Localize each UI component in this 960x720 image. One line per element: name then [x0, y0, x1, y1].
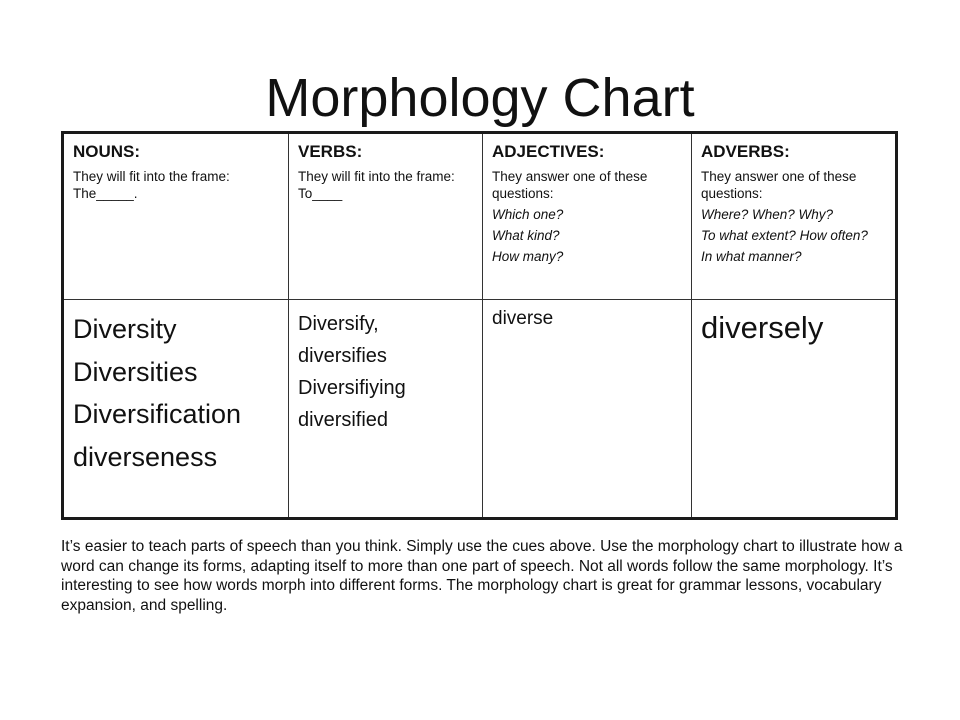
verb-word: Diversifiying	[298, 377, 406, 399]
adjectives-description: They answer one of these questions:	[492, 169, 648, 201]
verb-word: Diversify,	[298, 313, 379, 335]
explanation-paragraph: It’s easier to teach parts of speech than you think. Simply use the cues above. Use the morphology chart to illustrate how a word can change its forms, adapting itself to more than one part of speech. Not all words follow the same morphology. It’s interesting to see how words morph into different forms. The morphology chart is great for grammar lessons, vocabulary expansion, and spelling.	[61, 538, 903, 614]
nouns-header-cell	[64, 134, 289, 300]
nouns-words-cell	[64, 300, 289, 517]
verbs-words-cell	[289, 300, 483, 517]
adverbs-question: Where? When? Why?	[701, 207, 834, 222]
adjectives-heading: ADJECTIVES:	[492, 142, 605, 161]
morphology-table	[61, 131, 898, 520]
adjectives-question: What kind?	[492, 228, 560, 243]
verbs-heading: VERBS:	[298, 142, 363, 161]
nouns-heading: NOUNS:	[73, 142, 141, 161]
verbs-description: They will fit into the frame: To____	[298, 169, 455, 201]
adjectives-header-cell	[483, 134, 692, 300]
adverbs-description: They answer one of these questions:	[701, 169, 857, 201]
adjectives-words-cell	[483, 300, 692, 517]
noun-word: Diversification	[73, 399, 242, 429]
noun-word: Diversities	[73, 356, 198, 387]
adverbs-words-cell	[692, 300, 895, 517]
adverb-word: diversely	[701, 310, 824, 345]
nouns-description: They will fit into the frame: The_____.	[73, 169, 230, 201]
page-title: Morphology Chart	[265, 68, 695, 128]
verb-word: diversifies	[298, 345, 387, 367]
adjectives-question: How many?	[492, 249, 564, 264]
adverbs-heading: ADVERBS:	[701, 142, 790, 161]
noun-word: diverseness	[73, 441, 218, 472]
adverbs-question: To what extent? How often?	[701, 228, 868, 243]
adverbs-question: In what manner?	[701, 249, 802, 264]
adjectives-question: Which one?	[492, 207, 564, 222]
verb-word: diversified	[298, 409, 389, 431]
verbs-header-cell	[289, 134, 483, 300]
noun-word: Diversity	[73, 314, 177, 344]
adjective-word: diverse	[492, 308, 554, 329]
adverbs-header-cell	[692, 134, 895, 300]
